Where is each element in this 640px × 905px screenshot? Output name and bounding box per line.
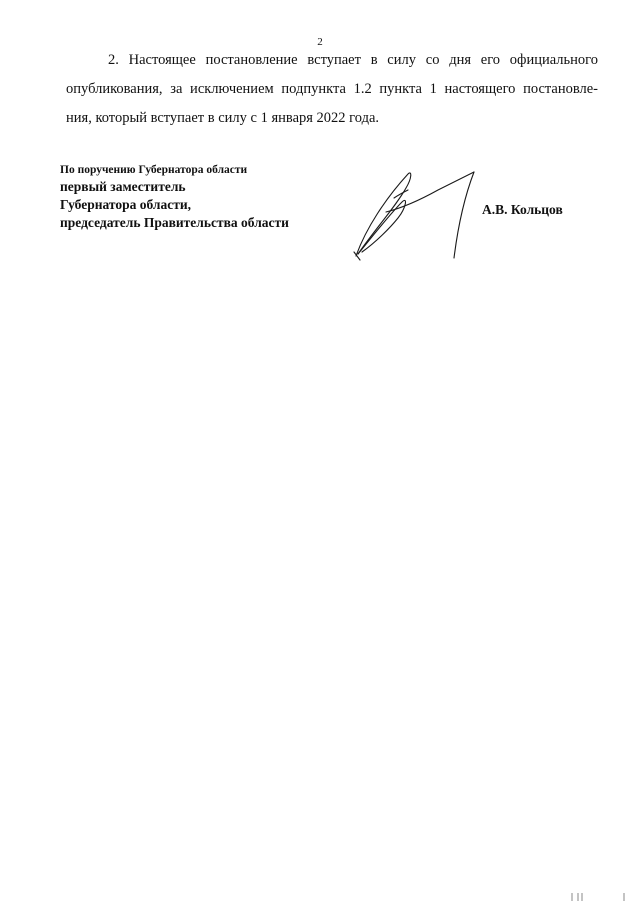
paragraph-line: опубликования, за исключением подпункта 1.2 пункта 1 настоящего постановле- bbox=[66, 81, 598, 97]
authority-line: По поручению Губернатора области bbox=[60, 164, 248, 176]
paragraph-effective-date bbox=[66, 46, 598, 133]
handwritten-signature-icon bbox=[346, 168, 486, 264]
paragraph-line: 2. Настоящее постановление вступает в силу со дня его официального bbox=[108, 52, 598, 68]
page-number: 2 bbox=[317, 36, 323, 48]
position-line: первый заместитель bbox=[60, 179, 186, 194]
signer-name: А.В. Кольцов bbox=[482, 202, 563, 217]
scan-marks-icon bbox=[570, 892, 630, 902]
position-line: Губернатора области, bbox=[60, 197, 191, 212]
signatory-position bbox=[60, 162, 360, 232]
paragraph-line: ния, который вступает в силу с 1 января 2022 года. bbox=[66, 110, 380, 126]
position-line: председатель Правительства области bbox=[60, 215, 289, 230]
